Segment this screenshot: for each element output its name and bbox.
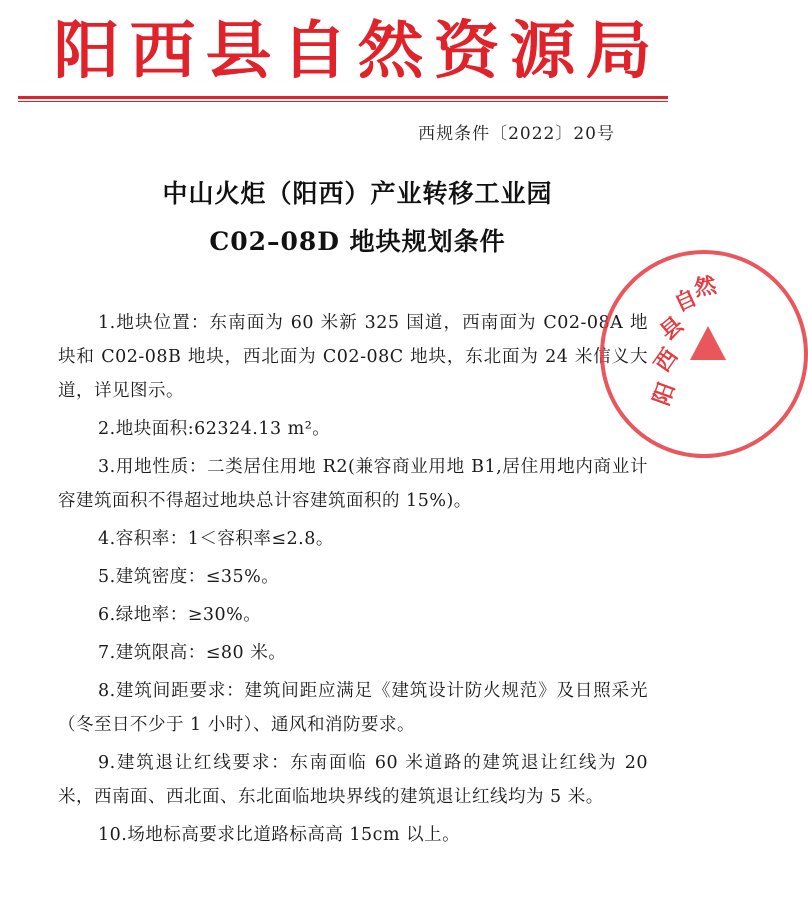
seal-char-5: 然 xyxy=(692,273,719,302)
document-title-line-2: C02–08D 地块规划条件 xyxy=(209,227,506,256)
clause-setback: 9.建筑退让红线要求：东南面临 60 米道路的建筑退让红线为 20 米，西南面、西北面、东北面临地块界线的建筑退让红线均为 5 米。 xyxy=(58,753,648,807)
seal-char-1: 阳 xyxy=(649,379,681,409)
document-body xyxy=(58,306,648,852)
clause-land-use: 3.用地性质：二类居住用地 R2(兼容商业用地 B1,居住用地内商业计容建筑面积不得超过地块总计容建筑面积的 15%)。 xyxy=(58,457,648,511)
clause-height-limit: 7.建筑限高：≤80 米。 xyxy=(98,643,287,663)
clause-building-spacing: 8.建筑间距要求：建筑间距应满足《建筑设计防火规范》及日照采光（冬至日不少于 1 小时）、通风和消防要求。 xyxy=(58,681,648,735)
seal-char-3: 县 xyxy=(655,312,689,346)
clause-building-density: 5.建筑密度：≤35%。 xyxy=(98,567,280,587)
clause-site-elevation: 10.场地标高要求比道路标高高 15cm 以上。 xyxy=(98,825,461,845)
letterhead-org-name: 阳西县自然资源局 xyxy=(53,12,662,88)
letterhead-rule-thin xyxy=(18,101,668,102)
clause-location: 1.地块位置：东南面为 60 米新 325 国道，西南面为 C02-08A 地块和 C02-08B 地块，西北面为 C02-08C 地块，东北面为 24 米信义大道，详见图示。 xyxy=(58,313,648,401)
seal-star-icon xyxy=(690,326,726,360)
clause-green-ratio: 6.绿地率：≥30%。 xyxy=(98,605,262,625)
clause-plot-ratio: 4.容积率：1＜容积率≤2.8。 xyxy=(98,529,334,549)
letterhead-rule-thick xyxy=(18,96,668,99)
clause-area: 2.地块面积:62324.13 m²。 xyxy=(98,419,331,439)
seal-char-4: 自 xyxy=(670,285,702,318)
document-number: 西规条件〔2022〕20号 xyxy=(418,124,615,144)
seal-char-2: 西 xyxy=(650,344,684,377)
document-title-line-1: 中山火炬（阳西）产业转移工业园 xyxy=(162,179,553,208)
